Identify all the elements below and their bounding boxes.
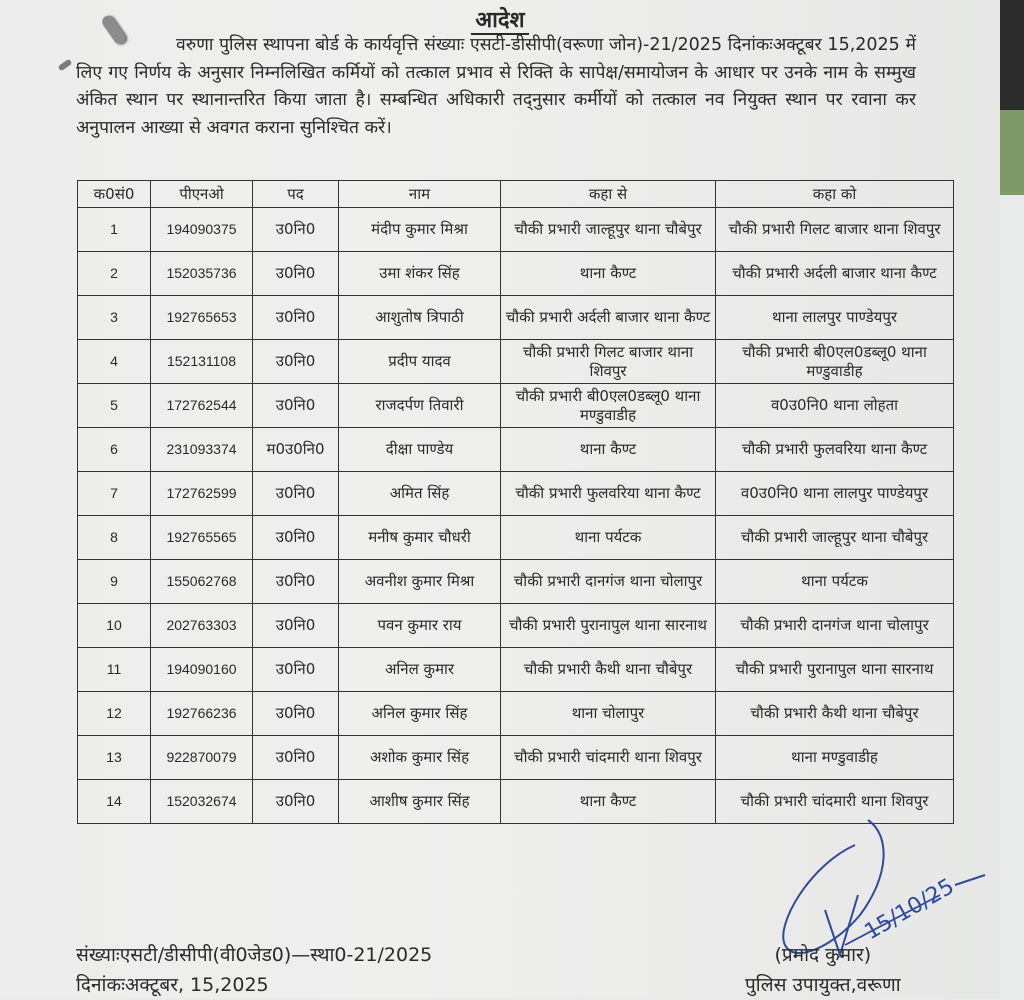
cell-pno: 192765653 — [151, 296, 253, 340]
cell-name: अशोक कुमार सिंह — [339, 736, 501, 780]
cell-name: पवन कुमार राय — [339, 604, 501, 648]
cell-name: अवनीश कुमार मिश्रा — [339, 560, 501, 604]
cell-rank: म0उ0नि0 — [253, 428, 339, 472]
cell-to: चौकी प्रभारी अर्दली बाजार थाना कैण्ट — [716, 252, 954, 296]
header-to: कहा को — [716, 181, 954, 208]
cell-rank: उ0नि0 — [253, 560, 339, 604]
table-row — [78, 648, 954, 692]
cell-serial: 8 — [78, 516, 151, 560]
table-row — [78, 560, 954, 604]
cell-name: मंदीप कुमार मिश्रा — [339, 208, 501, 252]
signatory-block — [745, 940, 901, 1000]
cell-pno: 202763303 — [151, 604, 253, 648]
cell-pno: 192766236 — [151, 692, 253, 736]
cell-serial: 10 — [78, 604, 151, 648]
transfer-table — [77, 180, 954, 824]
cell-name: मनीष कुमार चौधरी — [339, 516, 501, 560]
cell-rank: उ0नि0 — [253, 692, 339, 736]
cell-rank: उ0नि0 — [253, 648, 339, 692]
cell-pno: 194090375 — [151, 208, 253, 252]
cell-pno: 155062768 — [151, 560, 253, 604]
cell-to: थाना पर्यटक — [716, 560, 954, 604]
table-row — [78, 252, 954, 296]
cell-pno: 231093374 — [151, 428, 253, 472]
cell-serial: 4 — [78, 340, 151, 384]
cell-serial: 3 — [78, 296, 151, 340]
cell-serial: 6 — [78, 428, 151, 472]
cell-rank: उ0नि0 — [253, 472, 339, 516]
cell-from: थाना कैण्ट — [501, 780, 716, 824]
cell-from: थाना चोलापुर — [501, 692, 716, 736]
cell-rank: उ0नि0 — [253, 208, 339, 252]
order-reference-block — [76, 940, 432, 1000]
table-row — [78, 384, 954, 428]
cell-from: चौकी प्रभारी बी0एल0डब्लू0 थाना मण्डुवाडीह — [501, 384, 716, 428]
table-row — [78, 208, 954, 252]
cell-from: थाना कैण्ट — [501, 428, 716, 472]
table-row — [78, 692, 954, 736]
cell-serial: 1 — [78, 208, 151, 252]
document-title: आदेश — [0, 4, 1000, 34]
cell-name: राजदर्पण तिवारी — [339, 384, 501, 428]
staple-mark-icon — [58, 59, 73, 72]
cell-pno: 172762599 — [151, 472, 253, 516]
cell-from: थाना पर्यटक — [501, 516, 716, 560]
table-row — [78, 472, 954, 516]
header-serial: क0सं0 — [78, 181, 151, 208]
cell-name: आशुतोष त्रिपाठी — [339, 296, 501, 340]
cell-rank: उ0नि0 — [253, 384, 339, 428]
cell-from: चौकी प्रभारी गिलट बाजार थाना शिवपुर — [501, 340, 716, 384]
cell-rank: उ0नि0 — [253, 780, 339, 824]
cell-pno: 152035736 — [151, 252, 253, 296]
cell-serial: 11 — [78, 648, 151, 692]
cell-serial: 12 — [78, 692, 151, 736]
table-header-row — [78, 181, 954, 208]
cell-rank: उ0नि0 — [253, 340, 339, 384]
cell-to: चौकी प्रभारी दानगंज थाना चोलापुर — [716, 604, 954, 648]
cell-to: थाना लालपुर पाण्डेयपुर — [716, 296, 954, 340]
cell-from: चौकी प्रभारी पुरानापुल थाना सारनाथ — [501, 604, 716, 648]
cell-to: थाना मण्डुवाडीह — [716, 736, 954, 780]
table-row — [78, 428, 954, 472]
cell-from: चौकी प्रभारी कैथी थाना चौबेपुर — [501, 648, 716, 692]
cell-rank: उ0नि0 — [253, 516, 339, 560]
cell-from: चौकी प्रभारी अर्दली बाजार थाना कैण्ट — [501, 296, 716, 340]
cell-name: दीक्षा पाण्डेय — [339, 428, 501, 472]
cell-pno: 922870079 — [151, 736, 253, 780]
signatory-name: (प्रमोद कुमार) — [774, 944, 872, 966]
cell-to: व0उ0नि0 थाना लालपुर पाण्डेयपुर — [716, 472, 954, 516]
reference-number: संख्याःएसटी/डीसीपी(वी0जेड0)—स्था0-21/2025 — [76, 944, 433, 966]
cell-rank: उ0नि0 — [253, 252, 339, 296]
cell-to: चौकी प्रभारी गिलट बाजार थाना शिवपुर — [716, 208, 954, 252]
cell-pno: 152131108 — [151, 340, 253, 384]
cell-pno: 192765565 — [151, 516, 253, 560]
table-row — [78, 516, 954, 560]
cell-pno: 172762544 — [151, 384, 253, 428]
cell-to: चौकी प्रभारी बी0एल0डब्लू0 थाना मण्डुवाडीह — [716, 340, 954, 384]
cell-name: उमा शंकर सिंह — [339, 252, 501, 296]
cell-to: चौकी प्रभारी चांदमारी थाना शिवपुर — [716, 780, 954, 824]
cell-name: अनिल कुमार सिंह — [339, 692, 501, 736]
table-row — [78, 604, 954, 648]
cell-serial: 5 — [78, 384, 151, 428]
cell-pno: 194090160 — [151, 648, 253, 692]
order-date: दिनांकःअक्टूबर, 15,2025 — [76, 974, 269, 996]
cell-from: चौकी प्रभारी चांदमारी थाना शिवपुर — [501, 736, 716, 780]
cell-name: प्रदीप यादव — [339, 340, 501, 384]
cell-from: चौकी प्रभारी फुलवरिया थाना कैण्ट — [501, 472, 716, 516]
cell-rank: उ0नि0 — [253, 736, 339, 780]
cell-name: अमित सिंह — [339, 472, 501, 516]
cell-serial: 2 — [78, 252, 151, 296]
cell-name: आशीष कुमार सिंह — [339, 780, 501, 824]
cell-rank: उ0नि0 — [253, 296, 339, 340]
cell-to: चौकी प्रभारी फुलवरिया थाना कैण्ट — [716, 428, 954, 472]
header-name: नाम — [339, 181, 501, 208]
table-row — [78, 340, 954, 384]
table-row — [78, 296, 954, 340]
order-paragraph: वरुणा पुलिस स्थापना बोर्ड के कार्यवृत्ति संख्याः एसटी-डीसीपी(वरूणा जोन)-21/2025 दिनांकःअक्टूबर 15,2025 में लिए गए निर्णय के अनुसार निम्नलिखित कर्मियों को तत्काल प्रभाव से रिक्ति के सापेक्ष/समायोजन के आधार पर उनके नाम के सम्मुख अंकित स्थान पर स्थानान्तरित किया जाता है। सम्बन्धित अधिकारी तद्नुसार कर्मीयों को तत्काल नव नियुक्त स्थान पर रवाना कर अनुपालन आख्या से अवगत कराना सुनिश्चित करें। — [76, 35, 916, 138]
cell-from: चौकी प्रभारी जाल्हूपुर थाना चौबेपुर — [501, 208, 716, 252]
header-rank: पद — [253, 181, 339, 208]
cell-serial: 9 — [78, 560, 151, 604]
cell-serial: 7 — [78, 472, 151, 516]
cell-name: अनिल कुमार — [339, 648, 501, 692]
table-row — [78, 736, 954, 780]
cell-to: चौकी प्रभारी जाल्हूपुर थाना चौबेपुर — [716, 516, 954, 560]
cell-from: चौकी प्रभारी दानगंज थाना चोलापुर — [501, 560, 716, 604]
cell-serial: 14 — [78, 780, 151, 824]
cell-to: व0उ0नि0 थाना लोहता — [716, 384, 954, 428]
cell-to: चौकी प्रभारी पुरानापुल थाना सारनाथ — [716, 648, 954, 692]
header-from: कहा से — [501, 181, 716, 208]
cell-from: थाना कैण्ट — [501, 252, 716, 296]
cell-rank: उ0नि0 — [253, 604, 339, 648]
header-pno: पीएनओ — [151, 181, 253, 208]
cell-pno: 152032674 — [151, 780, 253, 824]
cell-serial: 13 — [78, 736, 151, 780]
cell-to: चौकी प्रभारी कैथी थाना चौबेपुर — [716, 692, 954, 736]
signatory-designation: पुलिस उपायुक्त,वरूणा — [745, 974, 901, 996]
svg-text:15/10/25: 15/10/25 — [860, 874, 959, 946]
